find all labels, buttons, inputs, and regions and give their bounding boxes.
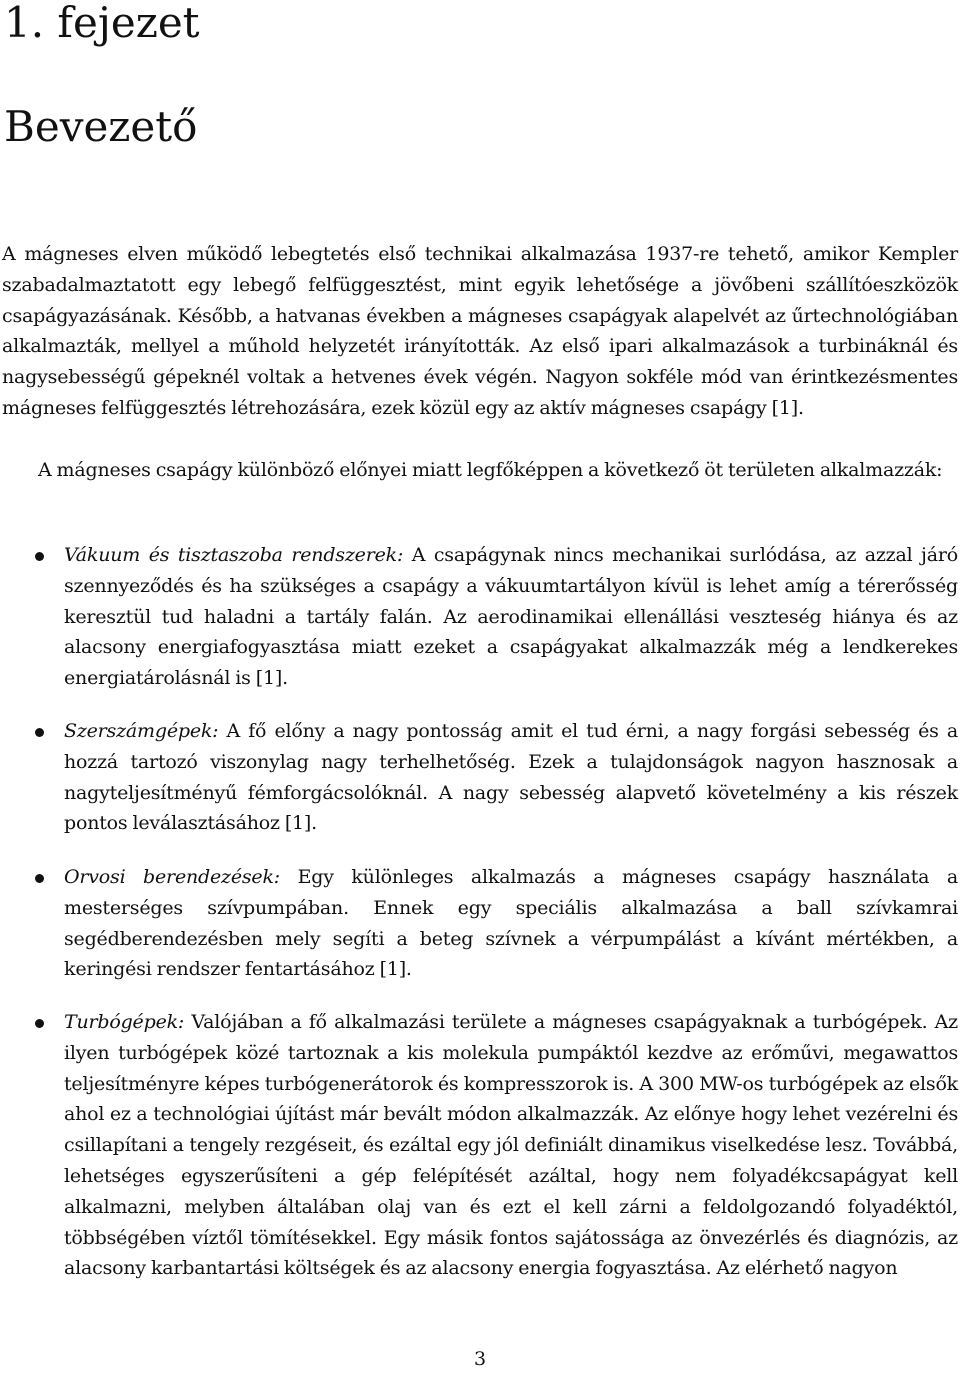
chapter-title: Bevezető (4, 102, 198, 151)
application-areas-paragraph: A mágneses csapágy különböző előnyei miatt legfőképpen a következő öt területen alkalmazzák: (38, 459, 943, 481)
bullet-icon (35, 874, 44, 883)
list-item-text: Egy különleges alkalmazás a mágneses csapágy használata a mesterséges szívpumpában. Ennek egy speciális alkalmazása a ball szívkamrai segédberendezésben mely segíti a beteg szívnek a vérpumpálást a kívánt mértékben, a keringési rendszer fentartásához [1]. (64, 866, 958, 981)
list-item-text: A csapágynak nincs mechanikai surlódása, az azzal járó szennyeződés és ha szükséges a csapágy a vákuumtartályon kívül is lehet amíg a térerősség keresztül tud haladni a tartály falán. Az aerodinamikai ellenállási veszteség hiánya és az alacsony energiafogyasztása miatt ezeket a csapágyakat alkalmazzák még a lendkerekes energiatárolásnál is [1]. (64, 544, 958, 690)
list-item-term: Vákuum és tisztaszoba rendszerek: (64, 544, 404, 566)
bullet-icon (35, 552, 44, 561)
list-item-term: Szerszámgépek: (64, 720, 219, 742)
list-item-text: Valójában a fő alkalmazási területe a mágneses csapágyaknak a turbógépek. Az ilyen turbógépek közé tartoznak a kis molekula pumpáktól kezdve az erőművi, megawattos teljesítményre képes turbógenerátorok és kompresszorok is. A 300 MW-os turbógépek az elsők ahol ez a technológiai újítást már bevált módon alkalmazzák. Az előnye hogy lehet vezérelni és csillapítani a tengely rezgéseit, és ezáltal egy jól definiált dinamikus viselkedése lesz. Továbbá, lehetséges egyszerűsíteni a gép felépítését azáltal, hogy nem folyadékcsapágyat kell alkalmazni, melyben általában olaj van és ezt el kell zárni a feldolgozandó folyadéktól, többségében víztől tömítésekkel. Egy másik fontos sajátossága az önvezérlés és diagnózis, az alacsony karbantartási költségek és az alacsony energia fogyasztása. Az elérhető nagyon (64, 1011, 958, 1280)
intro-paragraph: A mágneses elven működő lebegtetés első technikai alkalmazása 1937-re tehető, amikor Kempler szabadalmaztatott egy lebegő felfüggesztést, mint egyik lehetősége a jövőbeni szállítóeszközök csapágyazásának. Később, a hatvanas években a mágneses csapágyak alapelvét az űrtechnológiában alkalmazták, mellyel a műhold helyzetét irányították. Az első ipari alkalmazások a turbináknál és nagysebességű gépeknél voltak a hetvenes évek végén. Nagyon sokféle mód van érintkezésmentes mágneses felfüggesztés létrehozására, ezek közül egy az aktív mágneses csapágy [1]. (2, 243, 958, 419)
list-item-term: Orvosi berendezések: (64, 866, 280, 888)
bullet-icon (35, 728, 44, 737)
bullet-icon (35, 1019, 44, 1028)
page-number: 3 (473, 1348, 487, 1370)
list-item-term: Turbógépek: (64, 1011, 185, 1033)
chapter-label: 1. fejezet (4, 0, 200, 47)
list-item-text: A fő előny a nagy pontosság amit el tud érni, a nagy forgási sebesség és a hozzá tartozó viszonylag nagy terhelhetőség. Ezek a tulajdonságok nagyon hasznosak a nagyteljesítményű fémforgácsolóknál. A nagy sebesség alapvető követelmény a kis részek pontos leválasztásához [1]. (64, 720, 958, 835)
